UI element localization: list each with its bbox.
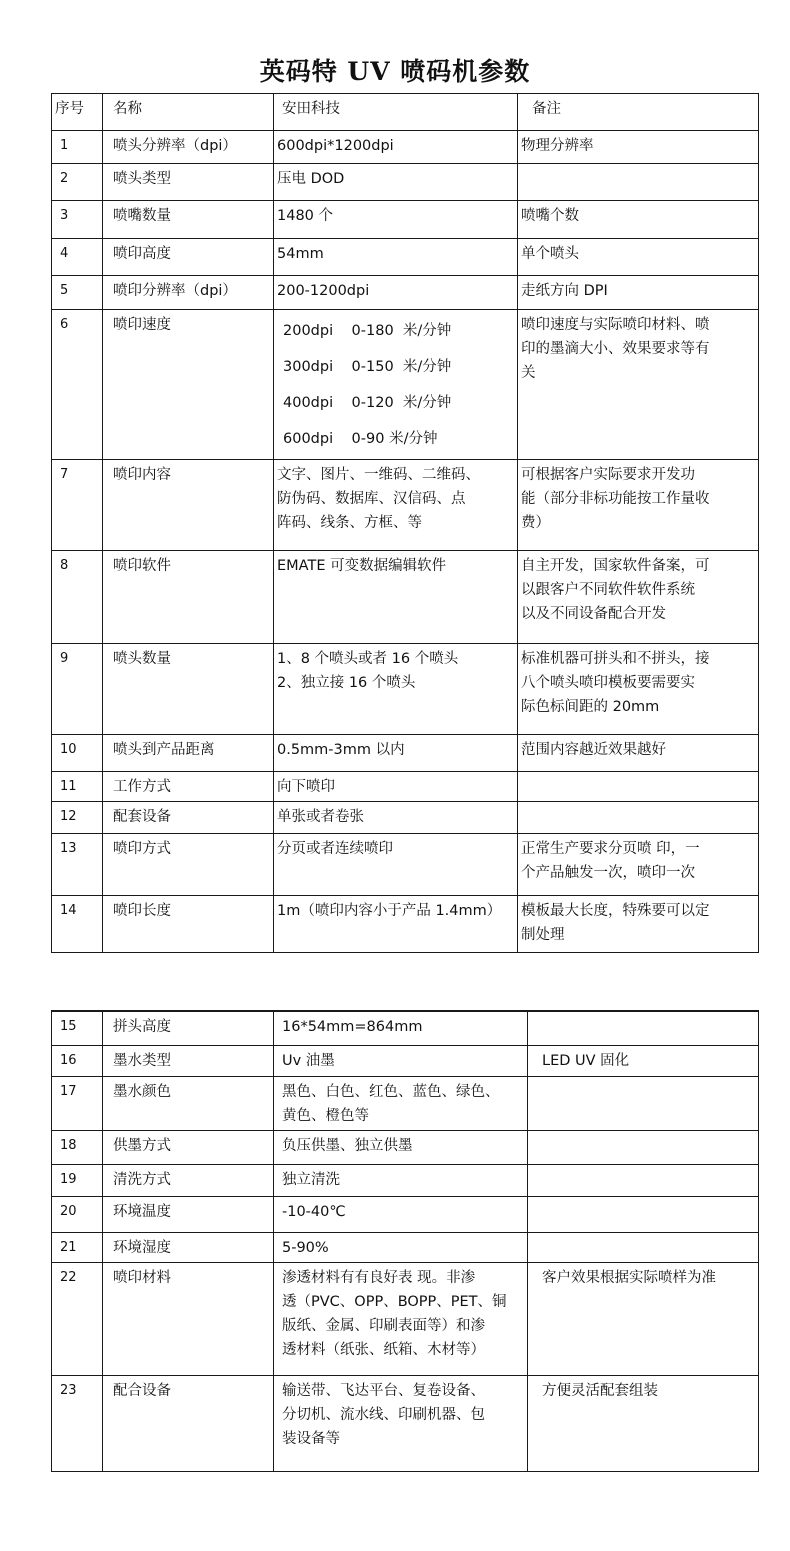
row-number: 4 (52, 239, 103, 276)
row-spec-line: 负压供墨、独立供墨 (282, 1137, 413, 1154)
row-spec-line: 1480 个 (277, 208, 334, 224)
row-name: 喷印材料 (103, 1262, 274, 1375)
row-number: 17 (52, 1076, 103, 1130)
row-spec-line: 5-90% (282, 1239, 329, 1256)
row-spec-line: 黄色、橙色等 (282, 1107, 369, 1124)
row-remark-line: 物理分辨率 (521, 138, 594, 154)
row-spec-line: 单张或者卷张 (277, 809, 364, 825)
row-spec (274, 1262, 528, 1375)
row-number: 18 (52, 1130, 103, 1164)
row-remark-line: LED UV 固化 (542, 1052, 630, 1069)
row-name: 喷印分辨率（dpi） (103, 276, 274, 310)
row-name: 环境湿度 (103, 1232, 274, 1262)
page-title: 英码特 UV 喷码机参数 (259, 57, 531, 86)
row-spec-line: 版纸、金属、印刷表面等）和渗 (282, 1317, 485, 1334)
row-spec-line: 0.5mm-3mm 以内 (277, 742, 405, 758)
row-number: 1 (52, 131, 103, 164)
row-spec-line: 1、8 个喷头或者 16 个喷头 (277, 651, 459, 667)
table-row (52, 310, 759, 460)
row-number: 14 (52, 896, 103, 953)
row-remark-line: 能（部分非标功能按工作量收 (521, 491, 710, 507)
row-spec (274, 802, 518, 834)
table-row (52, 772, 759, 802)
row-remark-line: 以跟客户不同软件软件系统 (521, 582, 695, 598)
row-name: 喷印高度 (103, 239, 274, 276)
row-spec-line: 600dpi 0-90 米/分钟 (283, 431, 438, 447)
table-row (52, 131, 759, 164)
row-spec-line: 阵码、线条、方框、等 (277, 515, 422, 531)
row-spec-line: Uv 油墨 (282, 1052, 335, 1069)
row-spec-line: 透材料（纸张、纸箱、木材等） (282, 1341, 485, 1358)
row-remark (518, 834, 759, 896)
row-number: 9 (52, 644, 103, 735)
row-remark-line: 模板最大长度，特殊要可以定 (521, 903, 710, 919)
row-spec (274, 239, 518, 276)
table-row (52, 896, 759, 953)
row-remark (518, 239, 759, 276)
table-row (52, 1196, 759, 1232)
row-spec-line: 54mm (277, 246, 324, 262)
row-remark-line: 印的墨滴大小、效果要求等有 (521, 341, 710, 357)
row-spec-line: 600dpi*1200dpi (277, 138, 394, 154)
row-spec (274, 1045, 528, 1076)
row-remark-line: 喷印速度与实际喷印材料、喷 (521, 317, 710, 333)
header-name: 名称 (103, 94, 274, 131)
row-name: 供墨方式 (103, 1130, 274, 1164)
row-number: 23 (52, 1375, 103, 1471)
row-number: 11 (52, 772, 103, 802)
row-remark-line: 单个喷头 (521, 246, 579, 262)
header-spec: 安田科技 (274, 94, 518, 131)
header-remark: 备注 (518, 94, 759, 131)
table-row (52, 644, 759, 735)
table-row (52, 1164, 759, 1196)
row-name: 配套设备 (103, 802, 274, 834)
row-spec (274, 310, 518, 460)
row-spec (274, 1076, 528, 1130)
row-number: 10 (52, 735, 103, 772)
row-spec-line: 渗透材料有有良好表 现。非渗 (282, 1269, 476, 1286)
row-name: 喷印内容 (103, 460, 274, 551)
table-row (52, 802, 759, 834)
row-spec-line: 400dpi 0-120 米/分钟 (283, 395, 452, 411)
row-spec (274, 896, 518, 953)
row-spec-line: 黑色、白色、红色、蓝色、绿色、 (282, 1083, 500, 1100)
row-spec-line: 防伪码、数据库、汉信码、点 (277, 491, 466, 507)
row-number: 6 (52, 310, 103, 460)
row-remark-line: 走纸方向 DPI (521, 283, 608, 299)
row-name: 墨水类型 (103, 1045, 274, 1076)
table-row (52, 164, 759, 201)
row-name: 清洗方式 (103, 1164, 274, 1196)
row-remark (528, 1045, 759, 1076)
row-number: 8 (52, 551, 103, 644)
row-spec (274, 644, 518, 735)
row-remark (518, 460, 759, 551)
row-number: 16 (52, 1045, 103, 1076)
row-spec-line: EMATE 可变数据编辑软件 (277, 558, 447, 574)
row-spec (274, 772, 518, 802)
row-remark (518, 201, 759, 239)
row-spec-line: 文字、图片、一维码、二维码、 (277, 467, 480, 483)
row-remark-line: 客户效果根据实际喷样为准 (542, 1269, 716, 1286)
row-spec (274, 164, 518, 201)
row-name: 拼头高度 (103, 1011, 274, 1045)
row-remark (518, 772, 759, 802)
row-remark (518, 551, 759, 644)
row-name: 环境温度 (103, 1196, 274, 1232)
row-spec-line: 200dpi 0-180 米/分钟 (283, 323, 452, 339)
row-remark-line: 关 (521, 365, 536, 381)
row-spec-line: 输送带、飞达平台、复卷设备、 (282, 1382, 485, 1399)
table-row (52, 834, 759, 896)
row-remark-line: 标准机器可拼头和不拼头，接 (521, 651, 710, 667)
row-remark (528, 1232, 759, 1262)
row-name: 喷印方式 (103, 834, 274, 896)
row-spec (274, 131, 518, 164)
row-remark-line: 方便灵活配套组装 (542, 1382, 658, 1399)
row-spec-line: 300dpi 0-150 米/分钟 (283, 359, 452, 375)
table-row (52, 1375, 759, 1471)
row-name: 喷印软件 (103, 551, 274, 644)
table-row (52, 1130, 759, 1164)
row-remark (518, 131, 759, 164)
row-spec (274, 834, 518, 896)
row-remark-line: 自主开发，国家软件备案，可 (521, 558, 710, 574)
row-number: 13 (52, 834, 103, 896)
row-spec (274, 1196, 528, 1232)
row-remark-line: 个产品触发一次，喷印一次 (521, 865, 695, 881)
row-remark (528, 1130, 759, 1164)
row-spec-line: 200-1200dpi (277, 283, 370, 299)
row-name: 喷嘴数量 (103, 201, 274, 239)
row-name: 墨水颜色 (103, 1076, 274, 1130)
row-remark (528, 1011, 759, 1045)
row-spec (274, 551, 518, 644)
row-spec-line: 2、独立接 16 个喷头 (277, 675, 416, 691)
row-name: 喷头类型 (103, 164, 274, 201)
row-remark-line: 制处理 (521, 927, 565, 943)
row-name: 喷印长度 (103, 896, 274, 953)
row-remark-line: 八个喷头喷印模板要需要实 (521, 675, 695, 691)
row-remark (518, 310, 759, 460)
row-spec-line: 分页或者连续喷印 (277, 841, 393, 857)
table-row (52, 1076, 759, 1130)
row-spec (274, 460, 518, 551)
row-spec-line: 分切机、流水线、印刷机器、包 (282, 1406, 485, 1423)
row-spec-line: 16*54mm=864mm (282, 1019, 423, 1035)
spec-table-continued (51, 1010, 759, 1472)
table-row (52, 276, 759, 310)
row-spec-line: 1m（喷印内容小于产品 1.4mm） (277, 903, 502, 919)
row-number: 12 (52, 802, 103, 834)
row-remark-line: 以及不同设备配合开发 (521, 606, 666, 622)
row-name: 配合设备 (103, 1375, 274, 1471)
table-header-row (52, 94, 759, 131)
row-number: 22 (52, 1262, 103, 1375)
row-remark (518, 802, 759, 834)
row-remark (528, 1076, 759, 1130)
row-remark (528, 1262, 759, 1375)
table-row (52, 735, 759, 772)
row-number: 2 (52, 164, 103, 201)
row-spec-line: 向下喷印 (277, 779, 335, 795)
row-number: 5 (52, 276, 103, 310)
row-spec (274, 735, 518, 772)
row-spec-line: -10-40℃ (282, 1203, 346, 1220)
row-remark (518, 276, 759, 310)
row-remark (518, 896, 759, 953)
table-row (52, 239, 759, 276)
row-remark (518, 164, 759, 201)
row-number: 19 (52, 1164, 103, 1196)
row-remark (518, 735, 759, 772)
row-number: 7 (52, 460, 103, 551)
row-spec-line: 装设备等 (282, 1430, 340, 1447)
row-remark-line: 正常生产要求分页喷 印，一 (521, 841, 700, 857)
row-spec (274, 276, 518, 310)
table-row (52, 460, 759, 551)
row-spec-line: 压电 DOD (277, 171, 345, 187)
row-remark-line: 费） (521, 515, 550, 531)
row-spec (274, 1375, 528, 1471)
row-spec (274, 201, 518, 239)
row-spec (274, 1164, 528, 1196)
table-row (52, 551, 759, 644)
row-remark-line: 际色标间距的 20mm (521, 699, 660, 715)
table-row (52, 1232, 759, 1262)
row-number: 20 (52, 1196, 103, 1232)
row-remark-line: 可根据客户实际要求开发功 (521, 467, 695, 483)
table-row (52, 1045, 759, 1076)
header-no: 序号 (52, 94, 103, 131)
row-number: 15 (52, 1011, 103, 1045)
row-remark-line: 喷嘴个数 (521, 208, 579, 224)
row-spec-line: 透（PVC、OPP、BOPP、PET、铜 (282, 1293, 507, 1310)
row-spec (274, 1011, 528, 1045)
table-row (52, 201, 759, 239)
row-remark (528, 1196, 759, 1232)
row-remark (528, 1375, 759, 1471)
row-name: 喷头分辨率（dpi） (103, 131, 274, 164)
row-remark (518, 644, 759, 735)
row-remark (528, 1164, 759, 1196)
row-name: 喷头数量 (103, 644, 274, 735)
row-name: 工作方式 (103, 772, 274, 802)
table-row (52, 1011, 759, 1045)
spec-table (51, 93, 759, 953)
row-number: 21 (52, 1232, 103, 1262)
row-spec (274, 1130, 528, 1164)
row-name: 喷印速度 (103, 310, 274, 460)
row-number: 3 (52, 201, 103, 239)
row-remark-line: 范围内容越近效果越好 (521, 742, 666, 758)
row-name: 喷头到产品距离 (103, 735, 274, 772)
row-spec-line: 独立清洗 (282, 1171, 340, 1188)
row-spec (274, 1232, 528, 1262)
table-row (52, 1262, 759, 1375)
